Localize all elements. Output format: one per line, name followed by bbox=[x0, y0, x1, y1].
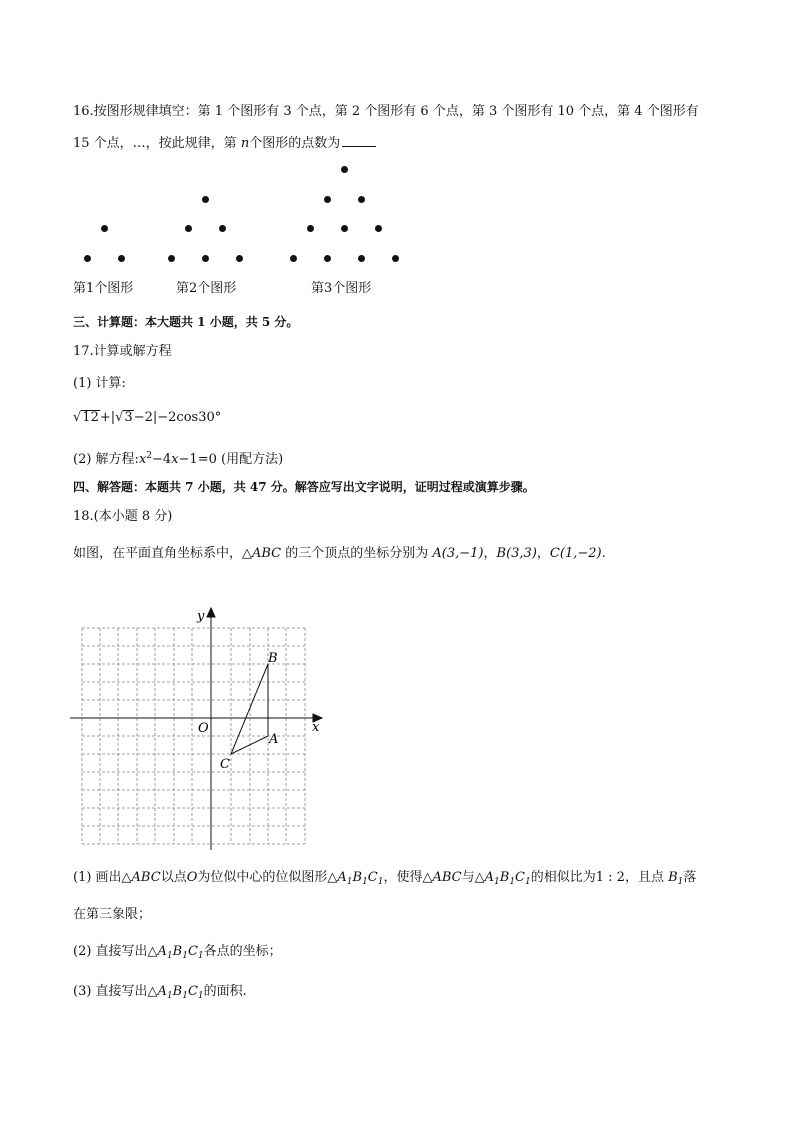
axes bbox=[70, 608, 322, 850]
q16-line2: 15 个点，…，按此规律，第 n个图形的点数为 bbox=[73, 134, 376, 153]
q17-part1-label: (1) 计算: bbox=[73, 376, 126, 391]
section-3-heading: 三、计算题：本大题共 1 小题，共 5 分。 bbox=[73, 315, 299, 329]
y-axis-label: y bbox=[197, 609, 205, 624]
q18-part3: (3) 直接写出$\triangle A_1B_1C_1$的面积. bbox=[73, 984, 247, 1001]
caption-figure-1: 第1个图形 bbox=[73, 281, 134, 296]
q18-title: 18.(本小题 8 分) bbox=[73, 509, 173, 524]
q18-part1-line2: 在第三象限； bbox=[73, 907, 152, 922]
section-4-heading: 四、解答题：本题共 7 小题，共 47 分。解答应写出文字说明，证明过程或演算步骤。 bbox=[73, 480, 535, 494]
vertex-c-label: C bbox=[220, 757, 230, 772]
q18-part1-line1: (1) 画出△ABC以点O为位似中心的位似图形$\triangle A_1B_1C_1$，使得△ABC与$\triangle A_1B_1C_1$的相似比为1 : 2，且点 $B_1$落 bbox=[73, 870, 697, 887]
q18-intro: 如图，在平面直角坐标系中，△ABC 的三个顶点的坐标分别为 A(3,−1)，B(3,3)，C(1,−2). bbox=[73, 546, 606, 561]
q16-line1: 16.按图形规律填空：第 1 个图形有 3 个点，第 2 个图形有 6 个点，第 3 个图形有 10 个点，第 4 个图形有 bbox=[73, 104, 699, 119]
vertex-b-label: B bbox=[268, 651, 278, 666]
caption-figure-3: 第3个图形 bbox=[311, 281, 372, 296]
q17-title: 17.计算或解方程 bbox=[73, 344, 172, 359]
q17-part2: (2) 解方程$:x^2-4x-1=0$ (用配方法) bbox=[73, 451, 284, 467]
q17-part1-expression: √12+|√3−2|−2cos30° bbox=[73, 410, 222, 425]
q18-part2: (2) 直接写出$\triangle A_1B_1C_1$各点的坐标； bbox=[73, 944, 282, 961]
caption-figure-2: 第2个图形 bbox=[176, 281, 237, 296]
coordinate-grid-figure bbox=[70, 604, 330, 850]
triangle-abc bbox=[231, 664, 268, 754]
x-axis-label: x bbox=[312, 720, 320, 735]
vertex-a-label: A bbox=[269, 732, 279, 747]
answer-blank[interactable] bbox=[342, 134, 376, 147]
origin-label: O bbox=[198, 721, 209, 736]
